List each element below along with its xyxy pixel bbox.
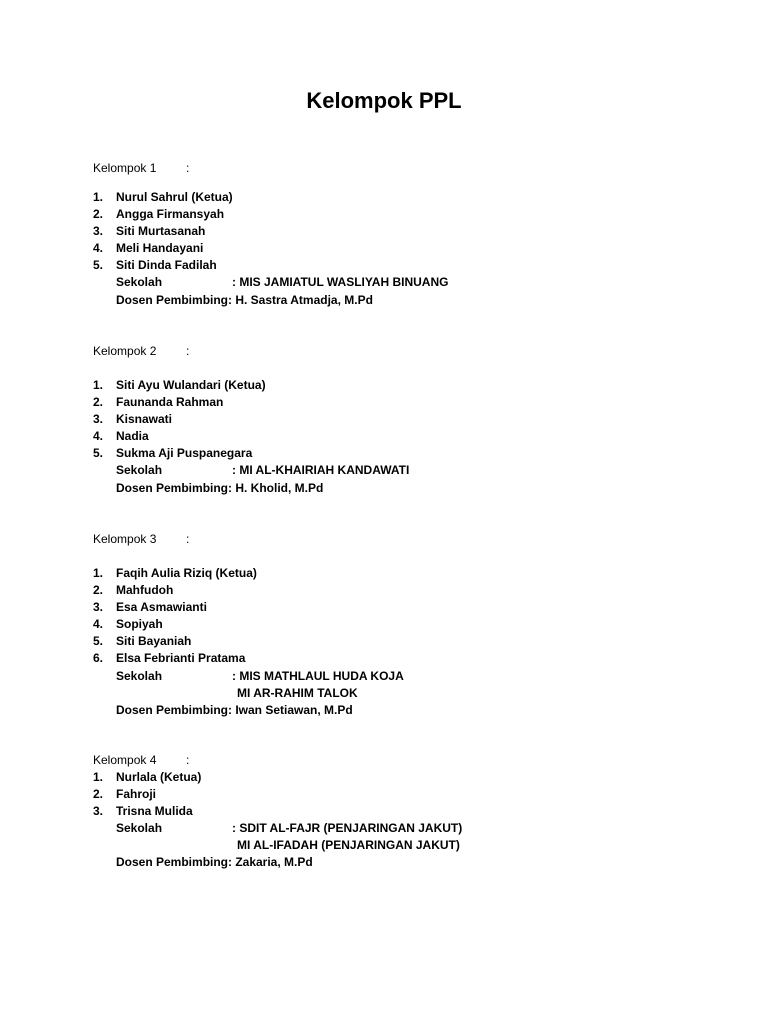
group-heading — [93, 160, 693, 177]
member-item — [93, 633, 693, 650]
school-row — [93, 274, 693, 291]
school-value: : MIS MATHLAUL HUDA KOJA — [232, 668, 404, 683]
school-label: Sekolah — [116, 463, 163, 478]
school-row-extra — [93, 837, 693, 854]
member-name: Siti Bayaniah — [116, 634, 192, 649]
member-name: Siti Ayu Wulandari (Ketua) — [116, 378, 266, 392]
member-name: Siti Dinda Fadilah — [116, 258, 217, 273]
school-value: : SDIT AL-FAJR (PENJARINGAN JAKUT) — [232, 821, 463, 836]
supervisor-value: : Zakaria, M.Pd — [228, 855, 313, 870]
group-heading-colon: : — [186, 532, 190, 546]
member-number: 5. — [93, 634, 104, 649]
page-title: Kelompok PPL — [306, 88, 462, 113]
supervisor-label: Dosen Pembimbing — [116, 292, 229, 307]
member-item — [93, 582, 693, 599]
member-list — [93, 565, 693, 668]
member-item — [93, 377, 693, 394]
member-item — [93, 769, 693, 786]
member-number: 1. — [93, 190, 104, 204]
supervisor-value: : H. Sastra Atmadja, M.Pd — [228, 292, 373, 307]
group-heading-colon: : — [186, 344, 190, 358]
supervisor-row — [93, 292, 693, 309]
supervisor-row — [93, 854, 693, 871]
member-name: Faqih Aulia Riziq (Ketua) — [116, 566, 257, 580]
school-value: MI AL-IFADAH (PENJARINGAN JAKUT) — [237, 838, 460, 853]
member-number: 2. — [93, 787, 104, 802]
group-heading-label: Kelompok 4 — [93, 753, 157, 767]
member-name: Elsa Febrianti Pratama — [116, 651, 246, 666]
member-item — [93, 803, 693, 820]
group-section — [93, 343, 693, 497]
member-item — [93, 599, 693, 616]
member-list — [93, 769, 693, 820]
member-item — [93, 411, 693, 428]
member-number: 1. — [93, 378, 104, 392]
school-row — [93, 462, 693, 479]
school-value: : MIS JAMIATUL WASLIYAH BINUANG — [232, 275, 449, 290]
school-label: Sekolah — [116, 275, 163, 290]
group-heading-colon: : — [186, 161, 190, 175]
member-name: Nurlala (Ketua) — [116, 770, 202, 784]
member-list — [93, 189, 693, 274]
member-name: Nurul Sahrul (Ketua) — [116, 190, 233, 204]
member-item — [93, 445, 693, 462]
supervisor-label: Dosen Pembimbing — [116, 702, 229, 717]
member-number: 3. — [93, 600, 104, 615]
member-name: Sukma Aji Puspanegara — [116, 446, 253, 461]
member-name: Sopiyah — [116, 617, 163, 632]
member-item — [93, 240, 693, 257]
member-number: 3. — [93, 224, 104, 239]
member-name: Meli Handayani — [116, 241, 204, 256]
member-number: 4. — [93, 617, 104, 632]
member-number: 4. — [93, 429, 104, 444]
group-heading-label: Kelompok 1 — [93, 161, 157, 175]
member-item — [93, 206, 693, 223]
supervisor-value: : Iwan Setiawan, M.Pd — [228, 702, 353, 717]
school-row-extra — [93, 685, 693, 702]
school-row — [93, 820, 693, 837]
school-value: MI AR-RAHIM TALOK — [237, 685, 358, 700]
school-label: Sekolah — [116, 668, 163, 683]
member-name: Nadia — [116, 429, 149, 444]
member-number: 5. — [93, 258, 104, 273]
member-name: Trisna Mulida — [116, 804, 193, 819]
member-name: Faunanda Rahman — [116, 395, 224, 410]
member-name: Fahroji — [116, 787, 157, 802]
school-value: : MI AL-KHAIRIAH KANDAWATI — [232, 463, 410, 478]
supervisor-label: Dosen Pembimbing — [116, 855, 229, 870]
member-number: 2. — [93, 395, 104, 410]
member-list — [93, 377, 693, 462]
group-heading — [93, 343, 693, 360]
member-name: Siti Murtasanah — [116, 224, 206, 239]
member-number: 5. — [93, 446, 104, 461]
group-heading — [93, 752, 693, 769]
group-section — [93, 531, 693, 719]
member-item — [93, 257, 693, 274]
member-item — [93, 565, 693, 582]
member-item — [93, 189, 693, 206]
member-number: 1. — [93, 770, 104, 784]
supervisor-row — [93, 480, 693, 497]
member-item — [93, 650, 693, 667]
member-name: Mahfudoh — [116, 583, 174, 598]
member-item — [93, 223, 693, 240]
member-name: Esa Asmawianti — [116, 600, 207, 615]
group-section — [93, 752, 693, 872]
group-heading-label: Kelompok 3 — [93, 532, 157, 546]
member-item — [93, 394, 693, 411]
group-heading — [93, 531, 693, 548]
member-item — [93, 616, 693, 633]
member-name: Kisnawati — [116, 412, 173, 427]
member-number: 6. — [93, 651, 104, 666]
school-row — [93, 668, 693, 685]
member-name: Angga Firmansyah — [116, 207, 225, 222]
supervisor-value: : H. Kholid, M.Pd — [228, 480, 324, 495]
member-number: 3. — [93, 412, 104, 427]
member-item — [93, 428, 693, 445]
member-number: 2. — [93, 583, 104, 598]
member-number: 4. — [93, 241, 104, 256]
member-number: 1. — [93, 566, 104, 580]
member-number: 2. — [93, 207, 104, 222]
group-heading-label: Kelompok 2 — [93, 344, 157, 358]
group-heading-colon: : — [186, 753, 190, 767]
group-section — [93, 160, 693, 309]
supervisor-label: Dosen Pembimbing — [116, 480, 229, 495]
supervisor-row — [93, 702, 693, 719]
school-label: Sekolah — [116, 821, 163, 836]
member-item — [93, 786, 693, 803]
member-number: 3. — [93, 804, 104, 819]
